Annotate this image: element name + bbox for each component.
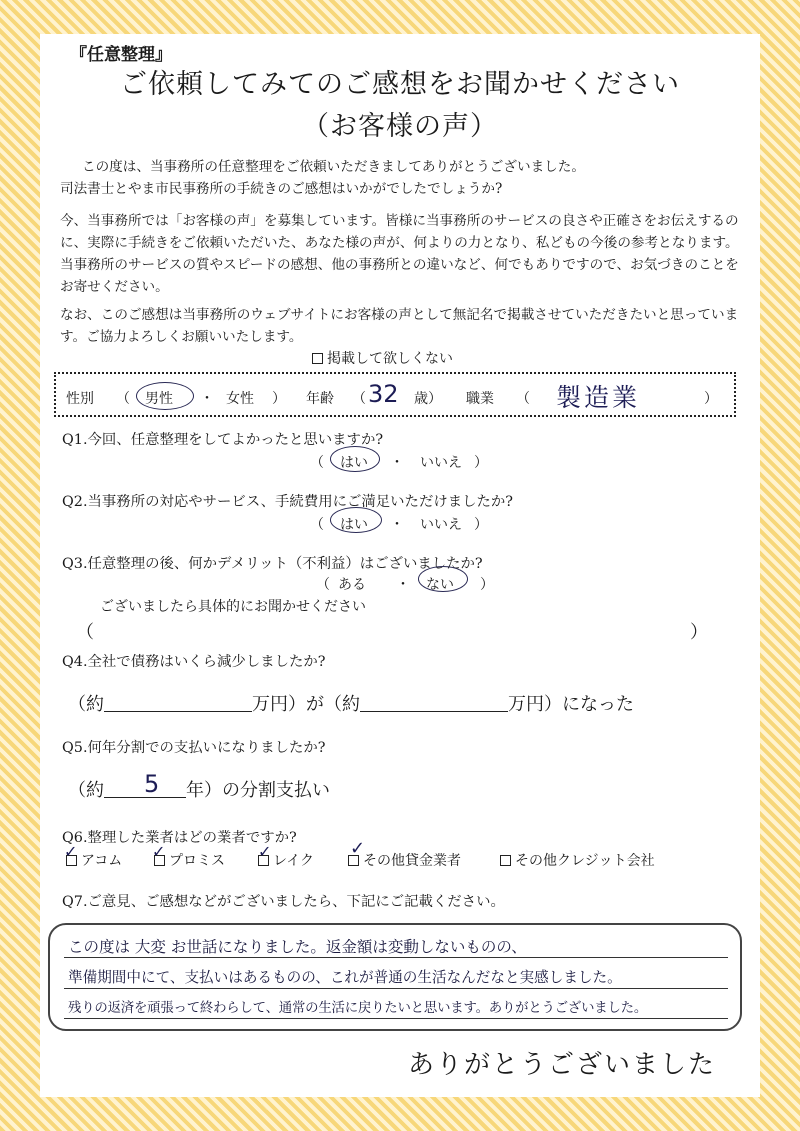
- job-value[interactable]: 製造業: [556, 383, 641, 412]
- no-publish-checkbox[interactable]: [312, 353, 323, 364]
- q3-yes[interactable]: ある: [338, 577, 366, 593]
- q3-separator: ・: [396, 577, 410, 593]
- q2-no[interactable]: いいえ: [420, 517, 462, 533]
- q3-paren-open: （: [316, 577, 330, 593]
- q6-label-lake: レイク: [273, 853, 315, 869]
- checkmark-icon: ✓: [64, 842, 78, 861]
- q3-no[interactable]: ない: [426, 577, 454, 593]
- q6-option-lake[interactable]: [258, 842, 315, 870]
- closing-thanks: ありがとうございました: [408, 1050, 717, 1080]
- comment-line-2: 準備期間中にて、支払いはあるものの、これが普通の生活なんだなと実感しました。: [68, 969, 622, 986]
- q6-checkbox-other-credit[interactable]: [500, 855, 511, 866]
- q4-unit-1: 万円）が（約: [252, 694, 360, 715]
- q6-label-other-lender: その他貸金業者: [363, 853, 461, 869]
- checkmark-icon: ✓: [152, 842, 166, 861]
- q4-after-amount-field[interactable]: [360, 694, 508, 712]
- gender-paren-close: ）: [272, 391, 286, 407]
- q1-paren-close: ）: [474, 455, 488, 471]
- q1-no[interactable]: いいえ: [420, 455, 462, 471]
- gender-label: 性別: [66, 391, 94, 407]
- male-selected-circle: [136, 382, 194, 410]
- q6-label-promise: プロミス: [169, 853, 225, 869]
- q2-yes-circle: [330, 507, 382, 533]
- q5-prefix: （約: [68, 780, 104, 801]
- q3-question: Q3.任意整理の後、何かデメリット（不利益）はございましたか?: [62, 556, 483, 572]
- q6-option-acom[interactable]: [64, 842, 123, 870]
- page-title: ご依頼してみてのご感想をお聞かせください: [120, 69, 680, 100]
- checkmark-icon: ✓: [350, 838, 366, 859]
- q2-paren-open: （: [310, 517, 324, 533]
- gender-male[interactable]: 男性: [145, 391, 173, 407]
- comment-line-3: 残りの返済を頑張って終わらして、通常の生活に戻りたいと思います。ありがとうございました。: [68, 1001, 648, 1016]
- gender-female[interactable]: 女性: [226, 391, 254, 407]
- q6-label-acom: アコム: [81, 853, 123, 869]
- q1-yes[interactable]: はい: [340, 455, 368, 471]
- q7-question: Q7.ご意見、ご感想などがございましたら、下記にご記載ください。: [62, 894, 505, 910]
- page-subtitle: （お客様の声）: [302, 111, 498, 142]
- comment-rule-2: [64, 988, 728, 989]
- no-publish-option[interactable]: [312, 348, 453, 368]
- q2-separator: ・: [390, 517, 404, 533]
- q5-answer: [68, 770, 330, 802]
- intro-paragraph-3: なお、このご感想は当事務所のウェブサイトにお客様の声として無記名で掲載させていただきたいと思っています。ご協力よろしくお願いいたします。: [60, 307, 739, 345]
- q6-question: Q6.整理した業者はどの業者ですか?: [62, 830, 297, 846]
- q6-option-promise[interactable]: [152, 842, 225, 870]
- q1-yes-circle: [330, 446, 380, 472]
- q5-question: Q5.何年分割での支払いになりましたか?: [62, 740, 326, 756]
- job-paren-open: （: [516, 391, 530, 407]
- q5-suffix: 年）の分割支払い: [186, 780, 330, 801]
- q3-detail-open: （: [76, 622, 94, 643]
- q3-no-circle: [418, 566, 468, 592]
- q2-yes[interactable]: はい: [340, 517, 368, 533]
- age-label: 年齢: [306, 391, 334, 407]
- q4-answer: [68, 690, 634, 716]
- q5-years-value: 5: [144, 770, 160, 798]
- q3-paren-close: ）: [480, 577, 494, 593]
- intro-line-1: この度は、当事務所の任意整理をご依頼いただきましてありがとうございました。: [82, 159, 585, 175]
- q5-years-field[interactable]: [104, 770, 186, 798]
- gender-paren-open: （: [116, 391, 130, 407]
- q4-before-amount-field[interactable]: [104, 694, 252, 712]
- q4-prefix: （約: [68, 694, 104, 715]
- age-paren-open: （: [352, 391, 366, 407]
- q2-paren-close: ）: [474, 517, 488, 533]
- q3-detail-prompt: ございましたら具体的にお聞かせください: [100, 599, 366, 615]
- q4-unit-2: 万円）になった: [508, 694, 634, 715]
- job-label: 職業: [466, 391, 494, 407]
- document-tag: 『任意整理』: [70, 45, 172, 65]
- q1-paren-open: （: [310, 455, 324, 471]
- comment-rule-3: [64, 1018, 728, 1019]
- q1-separator: ・: [390, 455, 404, 471]
- q2-question: Q2.当事務所の対応やサービス、手続費用にご満足いただけましたか?: [62, 494, 514, 510]
- q6-label-other-credit: その他クレジット会社: [515, 853, 655, 869]
- age-unit: 歳）: [414, 391, 442, 407]
- gender-separator: ・: [200, 391, 214, 407]
- age-value[interactable]: 32: [368, 380, 399, 408]
- job-paren-close: ）: [704, 391, 718, 407]
- comment-rule-1: [64, 957, 728, 958]
- q1-question: Q1.今回、任意整理をしてよかったと思いますか?: [62, 432, 384, 448]
- intro-line-2: 司法書士とやま市民事務所の手続きのご感想はいかがでしたでしょうか?: [60, 181, 503, 197]
- q3-detail-close: ）: [690, 622, 708, 643]
- q4-question: Q4.全社で債務はいくら減少しましたか?: [62, 654, 326, 670]
- q6-option-other-lender[interactable]: [348, 838, 461, 870]
- intro-paragraph-2: 今、当事務所では「お客様の声」を募集しています。皆様に当事務所のサービスの良さや正確さをお伝えするのに、実際に手続きをご依頼いただいた、あなた様の声が、何よりの力となり、私どもの今後の参考となります。当事務所のサービスの質やスピードの感想、他の事務所との違いなど、何でもありですので、お気づきのことをお寄せください。: [60, 213, 739, 295]
- comment-line-1: この度は 大変 お世話になりました。返金額は変動しないものの、: [68, 938, 527, 956]
- checkmark-icon: ✓: [258, 842, 272, 861]
- q6-option-other-credit[interactable]: [500, 850, 655, 870]
- no-publish-label: 掲載して欲しくない: [327, 351, 453, 367]
